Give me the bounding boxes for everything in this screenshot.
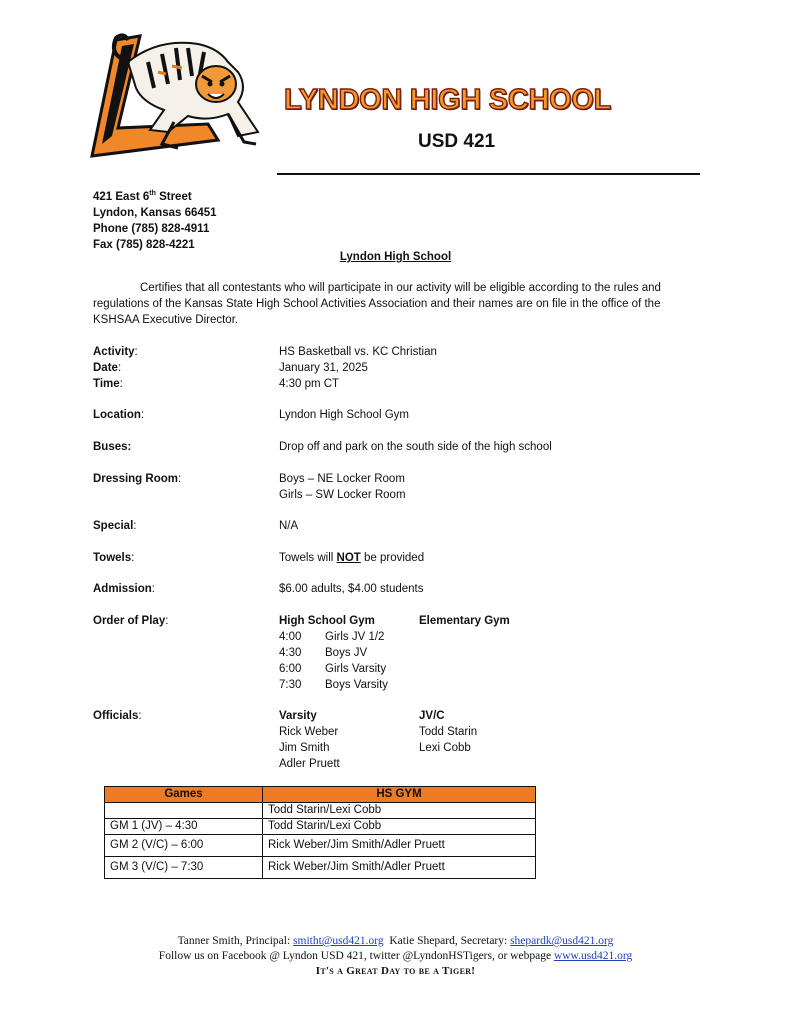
table-cell-crew: Todd Starin/Lexi Cobb — [263, 803, 536, 819]
table-header-row — [105, 787, 536, 803]
city-state-zip: Lyndon, Kansas 66451 — [93, 206, 217, 219]
table-row — [105, 803, 536, 819]
table-cell-crew: Rick Weber/Jim Smith/Adler Pruett — [263, 857, 536, 879]
game-time: 7:30 — [279, 679, 302, 691]
jvc-official: Todd Starin — [419, 726, 478, 738]
game-time: 6:00 — [279, 663, 302, 675]
table-row — [105, 819, 536, 835]
document-title: Lyndon High School — [339, 251, 452, 263]
table-cell-game: GM 2 (V/C) – 6:00 — [105, 835, 263, 857]
activity-value: HS Basketball vs. KC Christian — [279, 346, 437, 358]
varsity-header: Varsity — [279, 710, 317, 722]
towels-value: Towels will NOT be provided — [279, 552, 425, 564]
dressing-room-girls: Girls – SW Locker Room — [279, 489, 406, 501]
table-cell-game — [105, 803, 263, 819]
principal-email-link[interactable]: smitht@usd421.org — [293, 935, 384, 947]
game-name: Boys JV — [325, 647, 368, 659]
elementary-gym-header: Elementary Gym — [419, 615, 510, 627]
admission-label: Admission: — [93, 583, 155, 595]
towels-label: Towels: — [93, 552, 135, 564]
game-name: Girls Varsity — [325, 663, 387, 675]
fax-number: Fax (785) 828-4221 — [93, 238, 195, 251]
jvc-official: Lexi Cobb — [419, 742, 471, 754]
date-value: January 31, 2025 — [279, 362, 368, 374]
hs-gym-column-header: HS GYM — [263, 787, 536, 803]
varsity-official: Jim Smith — [279, 742, 330, 754]
date-label: Date: — [93, 362, 122, 374]
hs-gym-header: High School Gym — [279, 615, 375, 627]
phone-number: Phone (785) 828-4911 — [93, 222, 210, 235]
games-column-header: Games — [105, 787, 263, 803]
jvc-header: JV/C — [419, 710, 445, 722]
footer-contacts: Tanner Smith, Principal: smitht@usd421.org Katie Shepard, Secretary: shepardk@usd421.org — [177, 935, 614, 947]
header-divider — [277, 173, 700, 175]
table-cell-game: GM 1 (JV) – 4:30 — [105, 819, 263, 835]
table-cell-crew: Todd Starin/Lexi Cobb — [263, 819, 536, 835]
game-time: 4:00 — [279, 631, 302, 643]
time-value: 4:30 pm CT — [279, 378, 340, 390]
certification-paragraph: Certifies that all contestants who will participate in our activity will be eligible according to the rules and regulations of the Kansas State High School Activities Association and their names are on file in the office of the KSHSAA Executive Director. — [93, 282, 661, 326]
officials-label: Officials: — [93, 710, 142, 722]
table-row — [105, 835, 536, 857]
dressing-room-boys: Boys – NE Locker Room — [279, 473, 405, 485]
buses-label: Buses: — [93, 441, 132, 453]
table-cell-game: GM 3 (V/C) – 7:30 — [105, 857, 263, 879]
street-address: 421 East 6th Street — [93, 190, 192, 203]
game-name: Girls JV 1/2 — [325, 631, 385, 643]
order-of-play-label: Order of Play: — [93, 615, 169, 627]
district-label: USD 421 — [418, 131, 496, 152]
game-name: Boys Varsity — [325, 679, 389, 691]
varsity-official: Adler Pruett — [279, 758, 340, 770]
location-value: Lyndon High School Gym — [279, 409, 409, 421]
game-time: 4:30 — [279, 647, 302, 659]
school-motto: It's a Great Day to be a Tiger! — [315, 965, 476, 977]
time-label: Time: — [93, 378, 123, 390]
officials-schedule-table — [104, 786, 536, 879]
dressing-room-label: Dressing Room: — [93, 473, 182, 485]
buses-value: Drop off and park on the south side of the high school — [279, 441, 552, 453]
table-row — [105, 857, 536, 879]
school-name: LYNDON HIGH SCHOOL — [284, 84, 612, 116]
secretary-email-link[interactable]: shepardk@usd421.org — [510, 935, 614, 947]
tiger-logo — [88, 32, 268, 160]
admission-value: $6.00 adults, $4.00 students — [279, 583, 424, 595]
activity-label: Activity: — [93, 346, 138, 358]
table-cell-crew: Rick Weber/Jim Smith/Adler Pruett — [263, 835, 536, 857]
location-label: Location: — [93, 409, 145, 421]
website-link[interactable]: www.usd421.org — [553, 950, 633, 962]
school-address — [93, 186, 217, 253]
varsity-official: Rick Weber — [279, 726, 339, 738]
footer-social: Follow us on Facebook @ Lyndon USD 421, twitter @LyndonHSTigers, or webpage www.usd421.org — [158, 950, 633, 962]
special-value: N/A — [279, 520, 299, 532]
special-label: Special: — [93, 520, 137, 532]
